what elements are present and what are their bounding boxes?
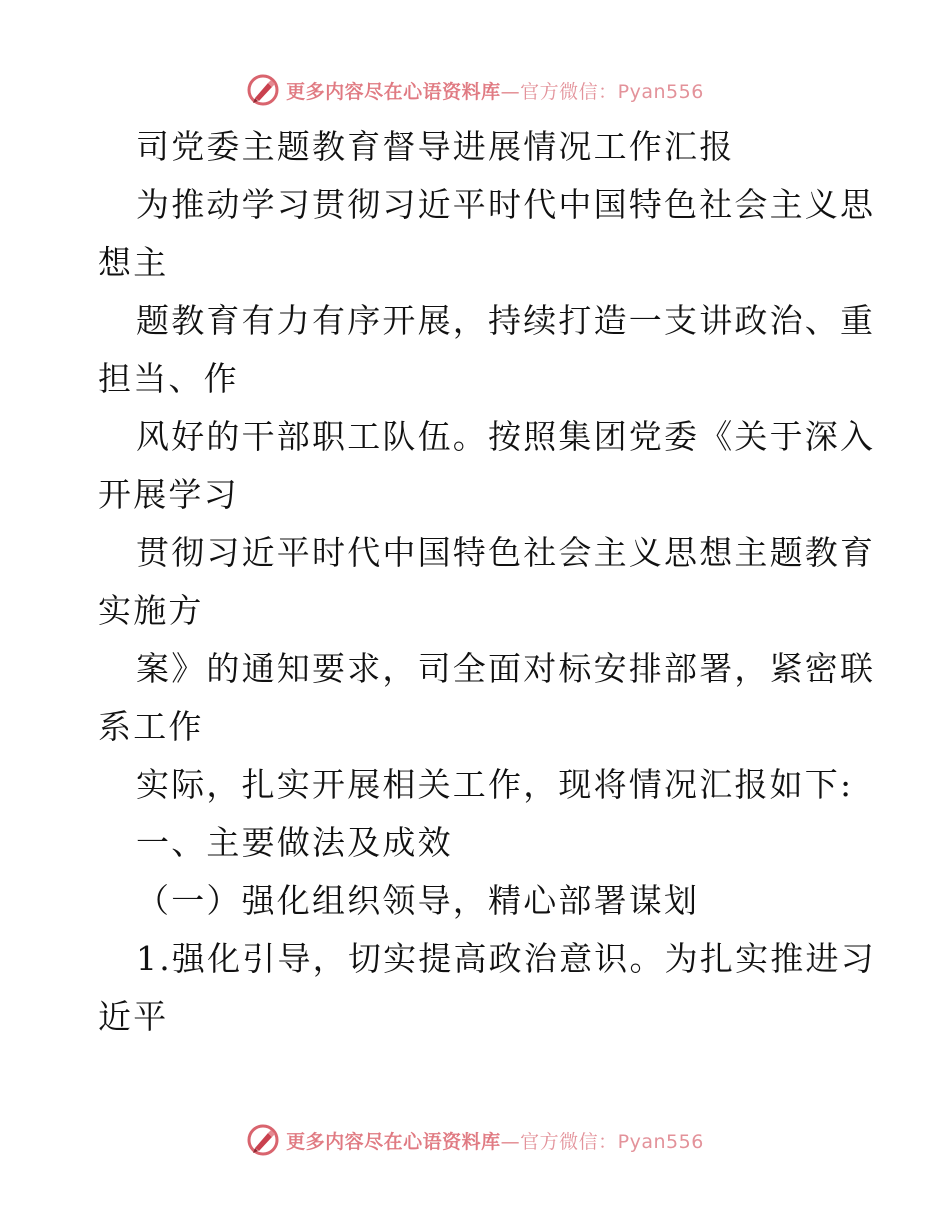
paragraph-line: 贯彻习近平时代中国特色社会主义思想主题教育 bbox=[136, 533, 876, 572]
paragraph-line: 实施方 bbox=[98, 591, 204, 630]
watermark-text bbox=[286, 77, 704, 104]
document-body bbox=[0, 118, 950, 1046]
paragraph-line: 为推动学习贯彻习近平时代中国特色社会主义思 bbox=[136, 185, 876, 224]
watermark-wechat-text: 官方微信：Pyan556 bbox=[520, 80, 704, 103]
paragraph-line: 风好的干部职工队伍。按照集团党委《关于深入 bbox=[136, 417, 876, 456]
watermark-text bbox=[286, 1127, 704, 1154]
footer-watermark bbox=[0, 1120, 950, 1160]
pen-logo-icon bbox=[246, 73, 280, 107]
paragraph-line: 担当、作 bbox=[98, 359, 239, 398]
watermark-main-text: 更多内容尽在心语资料库 bbox=[286, 80, 501, 103]
section-heading: 一、主要做法及成效 bbox=[136, 823, 453, 862]
paragraph-line: 题教育有力有序开展，持续打造一支讲政治、重 bbox=[136, 301, 876, 340]
paragraph-line: 案》的通知要求，司全面对标安排部署，紧密联 bbox=[136, 649, 876, 688]
paragraph-line: 想主 bbox=[98, 243, 169, 282]
header-watermark bbox=[0, 70, 950, 110]
watermark-separator: — bbox=[500, 1130, 521, 1153]
paragraph-line: 开展学习 bbox=[98, 475, 239, 514]
pen-logo-icon bbox=[246, 1123, 280, 1157]
watermark-separator: — bbox=[500, 80, 521, 103]
paragraph-line: 实际，扎实开展相关工作，现将情况汇报如下: bbox=[136, 765, 854, 804]
subsection-heading: （一）强化组织领导，精心部署谋划 bbox=[136, 881, 700, 920]
list-item-line: 近平 bbox=[98, 997, 169, 1036]
watermark-main-text: 更多内容尽在心语资料库 bbox=[286, 1130, 501, 1153]
watermark-wechat-text: 官方微信：Pyan556 bbox=[520, 1130, 704, 1153]
document-title: 司党委主题教育督导进展情况工作汇报 bbox=[136, 127, 735, 166]
list-item-line: 1.强化引导，切实提高政治意识。为扎实推进习 bbox=[136, 939, 876, 978]
paragraph-line: 系工作 bbox=[98, 707, 204, 746]
